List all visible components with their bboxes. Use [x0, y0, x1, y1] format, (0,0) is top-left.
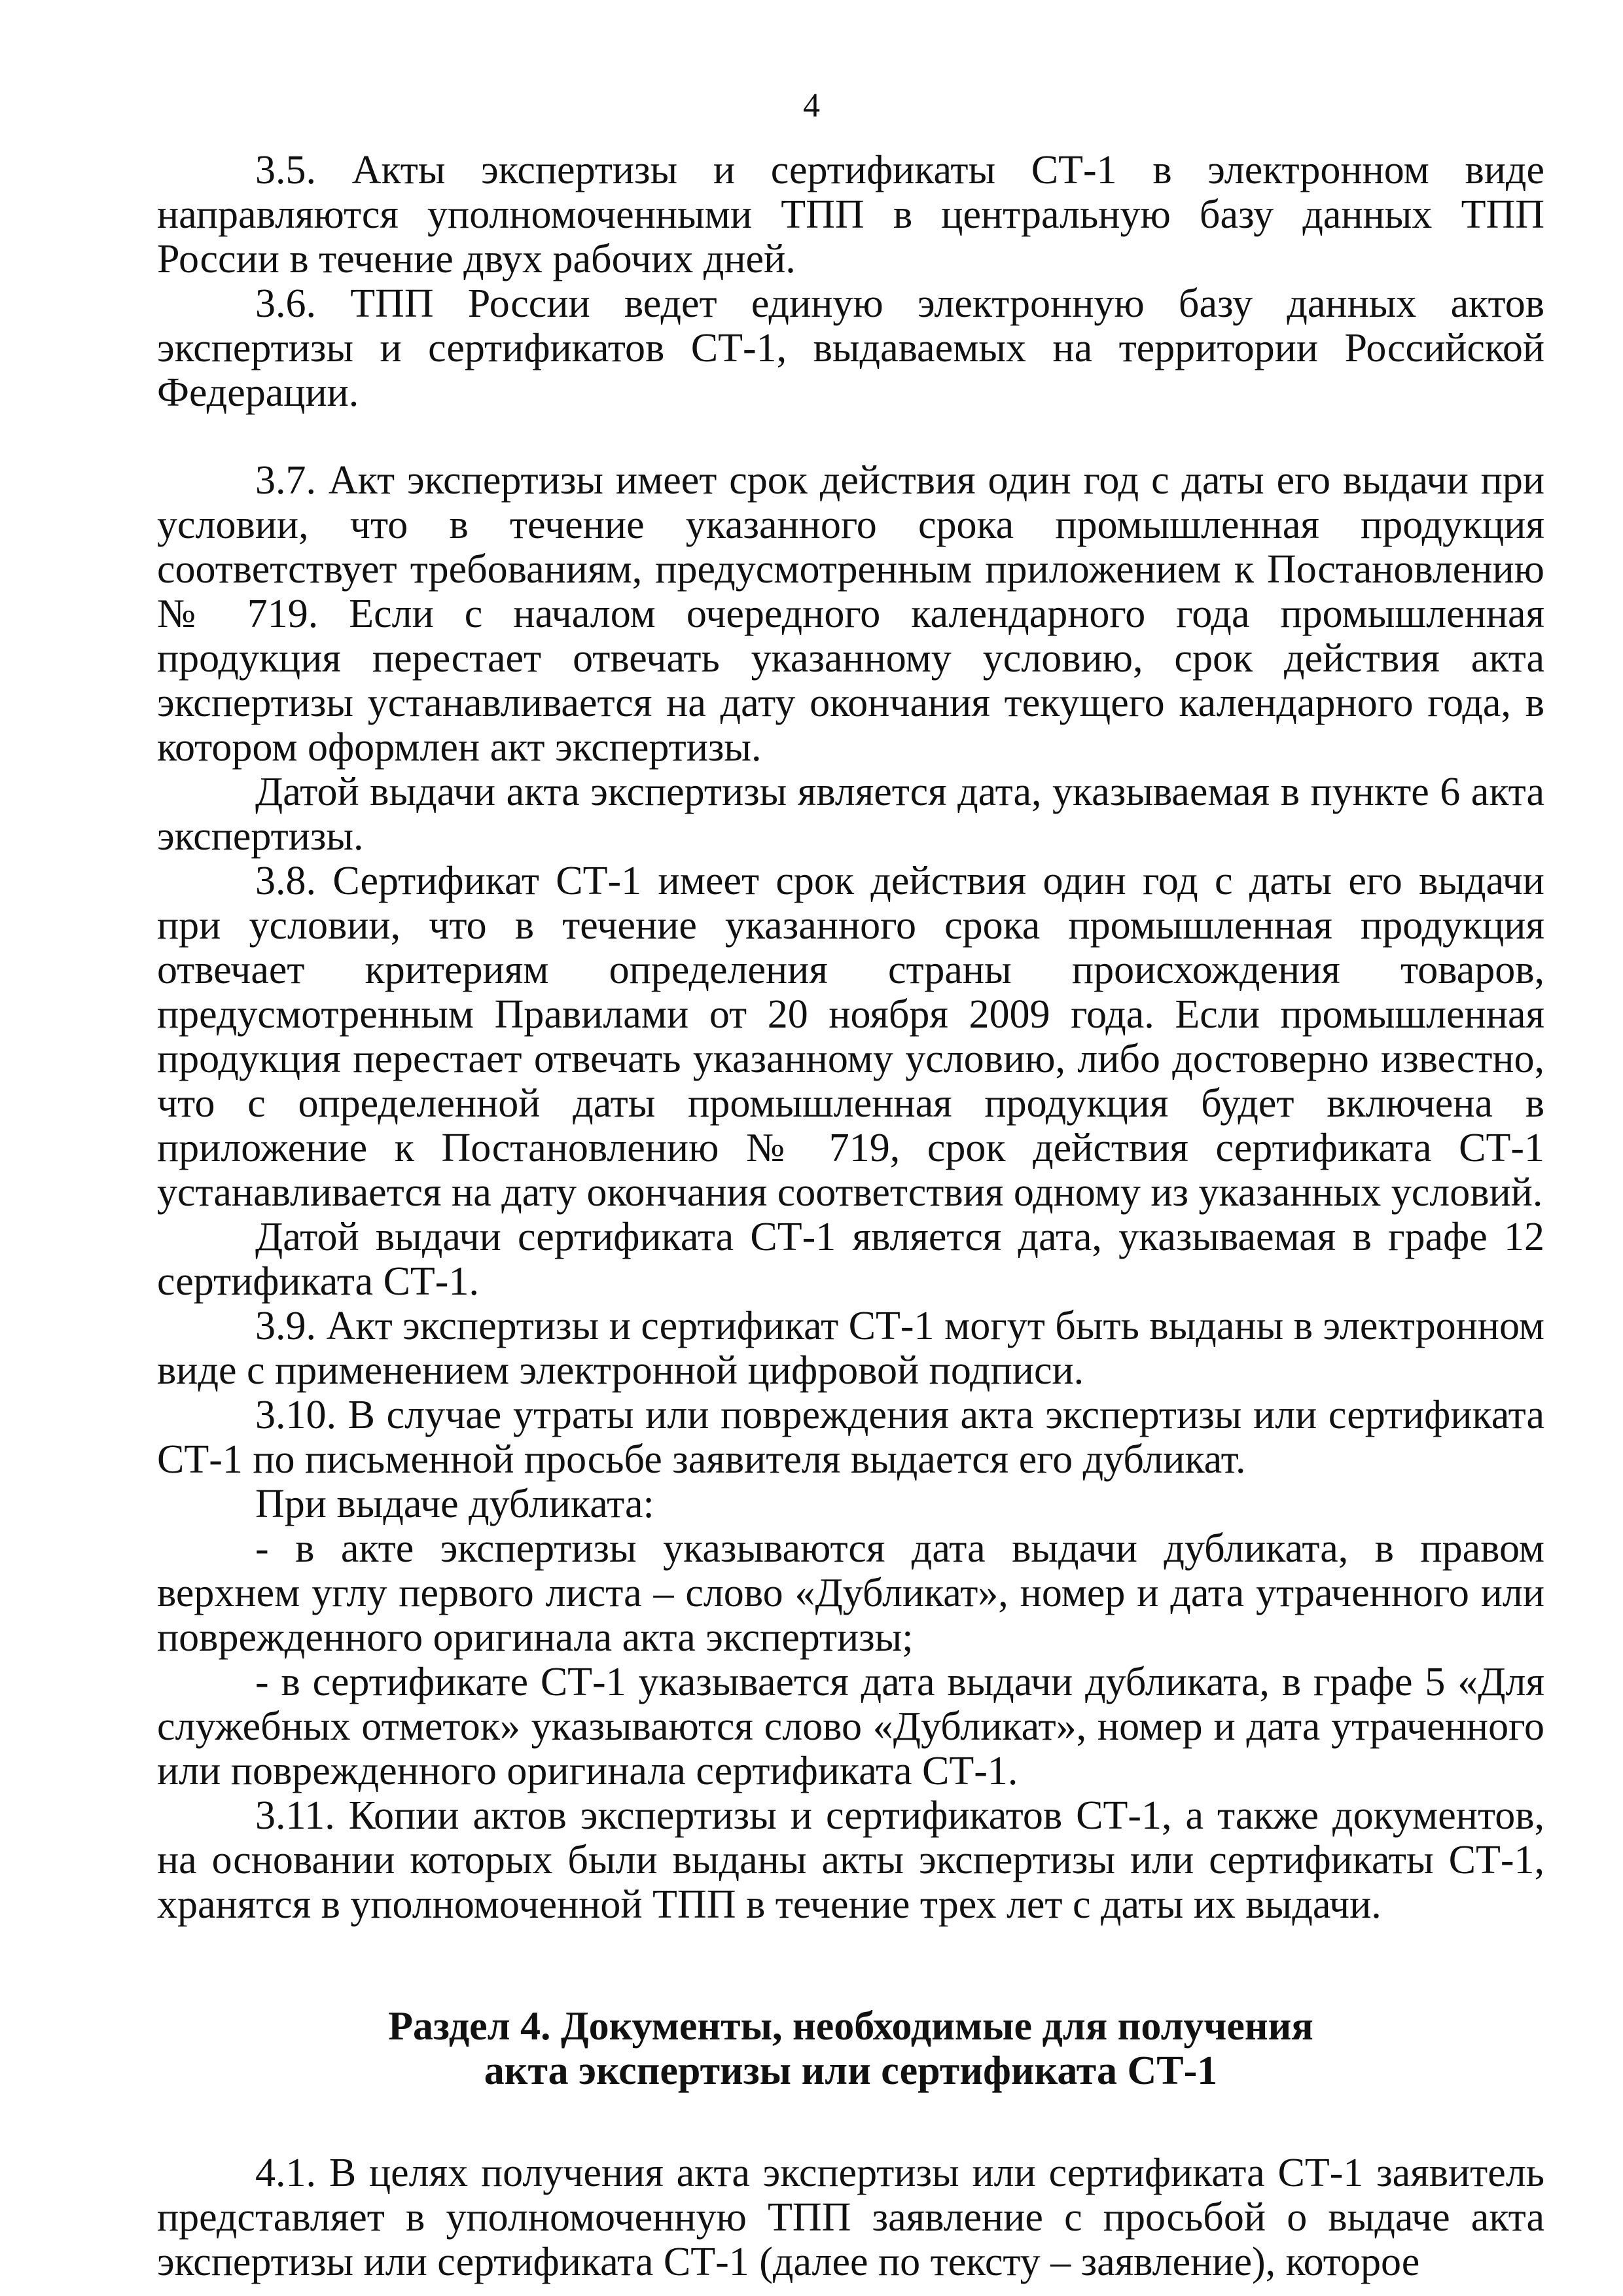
- document-body: [157, 148, 1544, 2284]
- paragraph-4-1: 4.1. В целях получения акта экспертизы или сертификата СТ-1 заявитель представляет в уполномоченную ТПП заявление с просьбой о выдаче акта экспертизы или сертификата СТ-1 (далее по тексту – заявление), которое: [157, 2151, 1544, 2284]
- paragraph-gap: [157, 415, 1544, 458]
- section-heading: [157, 2004, 1544, 2093]
- paragraph-3-11: 3.11. Копии актов экспертизы и сертификатов СТ-1, а также документов, на основании которых были выданы акты экспертизы или сертификаты СТ-1, хранятся в уполномоченной ТПП в течение трех лет с даты их выдачи.: [157, 1793, 1544, 1927]
- list-item-expert-act: - в акте экспертизы указываются дата выдачи дубликата, в правом верхнем углу первого листа – слово «Дубликат», номер и дата утраченного или поврежденного оригинала акта экспертизы;: [157, 1526, 1544, 1660]
- section-heading-line-2: акта экспертизы или сертификата СТ-1: [484, 2049, 1218, 2093]
- paragraph-3-7: 3.7. Акт экспертизы имеет срок действия один год с даты его выдачи при условии, что в течение указанного срока промышленная продукция соответствует требованиям, предусмотренным приложением к Постановлению № 719. Если с началом очередного календарного года промышленная продукция перестает отвечать указанному условию, срок действия акта экспертизы устанавливается на дату окончания текущего календарного года, в котором оформлен акт экспертизы.: [157, 458, 1544, 770]
- paragraph-3-6: 3.6. ТПП России ведет единую электронную базу данных актов экспертизы и сертификатов СТ-1, выдаваемых на территории Российской Федерации.: [157, 281, 1544, 415]
- paragraph-3-9: 3.9. Акт экспертизы и сертификат СТ-1 могут быть выданы в электронном виде с применением электронной цифровой подписи.: [157, 1304, 1544, 1393]
- paragraph-3-5: 3.5. Акты экспертизы и сертификаты СТ-1 в электронном виде направляются уполномоченными ТПП в центральную базу данных ТПП России в течение двух рабочих дней.: [157, 148, 1544, 281]
- section-heading-line-1: Раздел 4. Документы, необходимые для получения: [388, 2004, 1313, 2049]
- page-number: 4: [803, 87, 820, 124]
- paragraph-3-8: 3.8. Сертификат СТ-1 имеет срок действия один год с даты его выдачи при условии, что в течение указанного срока промышленная продукция отвечает критериям определения страны происхождения товаров, предусмотренным Правилами от 20 ноября 2009 года. Если промышленная продукция перестает отвечать указанному условию, либо достоверно известно, что с определенной даты промышленная продукция будет включена в приложение к Постановлению № 719, срок действия сертификата СТ-1 устанавливается на дату окончания соответствия одному из указанных условий.: [157, 859, 1544, 1215]
- list-item-certificate: - в сертификате СТ-1 указывается дата выдачи дубликата, в графе 5 «Для служебных отметок» указываются слово «Дубликат», номер и дата утраченного или поврежденного оригинала сертификата СТ-1.: [157, 1660, 1544, 1793]
- paragraph-3-7-issue-date: Датой выдачи акта экспертизы является дата, указываемая в пункте 6 акта экспертизы.: [157, 770, 1544, 859]
- paragraph-duplicate-intro: При выдаче дубликата:: [255, 1482, 654, 1526]
- paragraph-3-8-issue-date: Датой выдачи сертификата СТ-1 является дата, указываемая в графе 12 сертификата СТ-1.: [157, 1215, 1544, 1304]
- heading-gap: [157, 2093, 1544, 2151]
- section-gap: [157, 1927, 1544, 2004]
- paragraph-3-10: 3.10. В случае утраты или повреждения акта экспертизы или сертификата СТ-1 по письменной просьбе заявителя выдается его дубликат.: [157, 1393, 1544, 1482]
